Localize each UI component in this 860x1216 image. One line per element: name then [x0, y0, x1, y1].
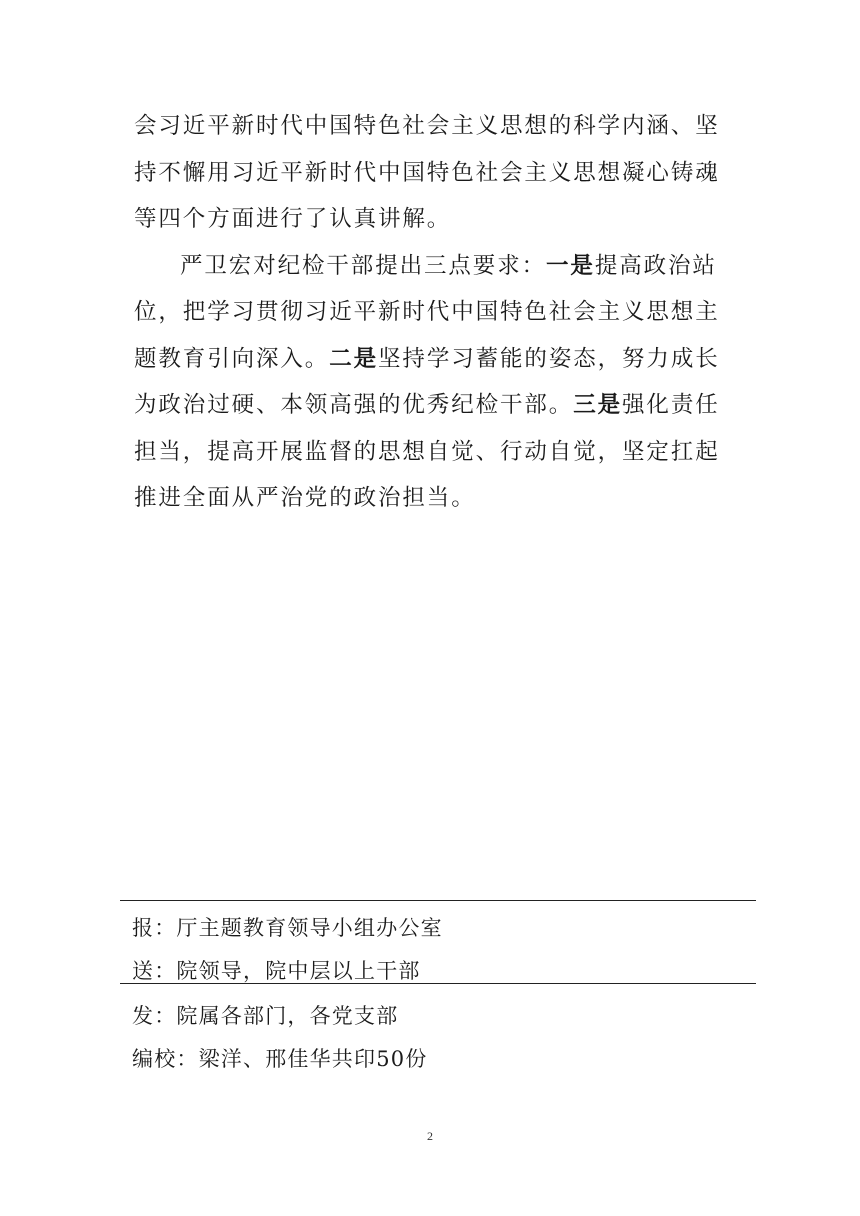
issue-to-line: 发：院属各部门，各党支部 [132, 1004, 399, 1028]
point3-label: 三是 [573, 392, 623, 418]
paragraph-continuation: 会习近平新时代中国特色社会主义思想的科学内涵、坚持不懈用习近平新时代中国特色社会主义思想凝心铸魂等四个方面进行了认真讲解。 [134, 113, 720, 232]
body-text [134, 103, 734, 522]
paragraph-requirements [134, 243, 734, 522]
point2-text: 坚持学习蓄能的姿态，努力成长为政治过硬、本领高强的优秀纪检干部。 [134, 345, 720, 418]
point1-text: 提高政治站位，把学习贯彻习近平新时代中国特色社会主义思想主题教育引向深入。 [134, 252, 720, 372]
point3-text: 强化责任担当，提高开展监督的思想自觉、行动自觉，坚定扛起推进全面从严治党的政治担当。 [134, 392, 720, 511]
send-to-line: 送：院领导，院中层以上干部 [132, 959, 421, 983]
editor-line: 编校：梁洋、邢佳华共印50份 [132, 1047, 428, 1071]
point1-label: 一是 [546, 252, 595, 279]
report-to-line: 报：厅主题教育领导小组办公室 [132, 916, 443, 940]
page-number: 2 [427, 1129, 433, 1143]
divider-middle [120, 983, 756, 984]
requirements-intro: 严卫宏对纪检干部提出三点要求： [180, 252, 547, 279]
divider-top [120, 900, 756, 901]
point2-label: 二是 [329, 345, 379, 372]
